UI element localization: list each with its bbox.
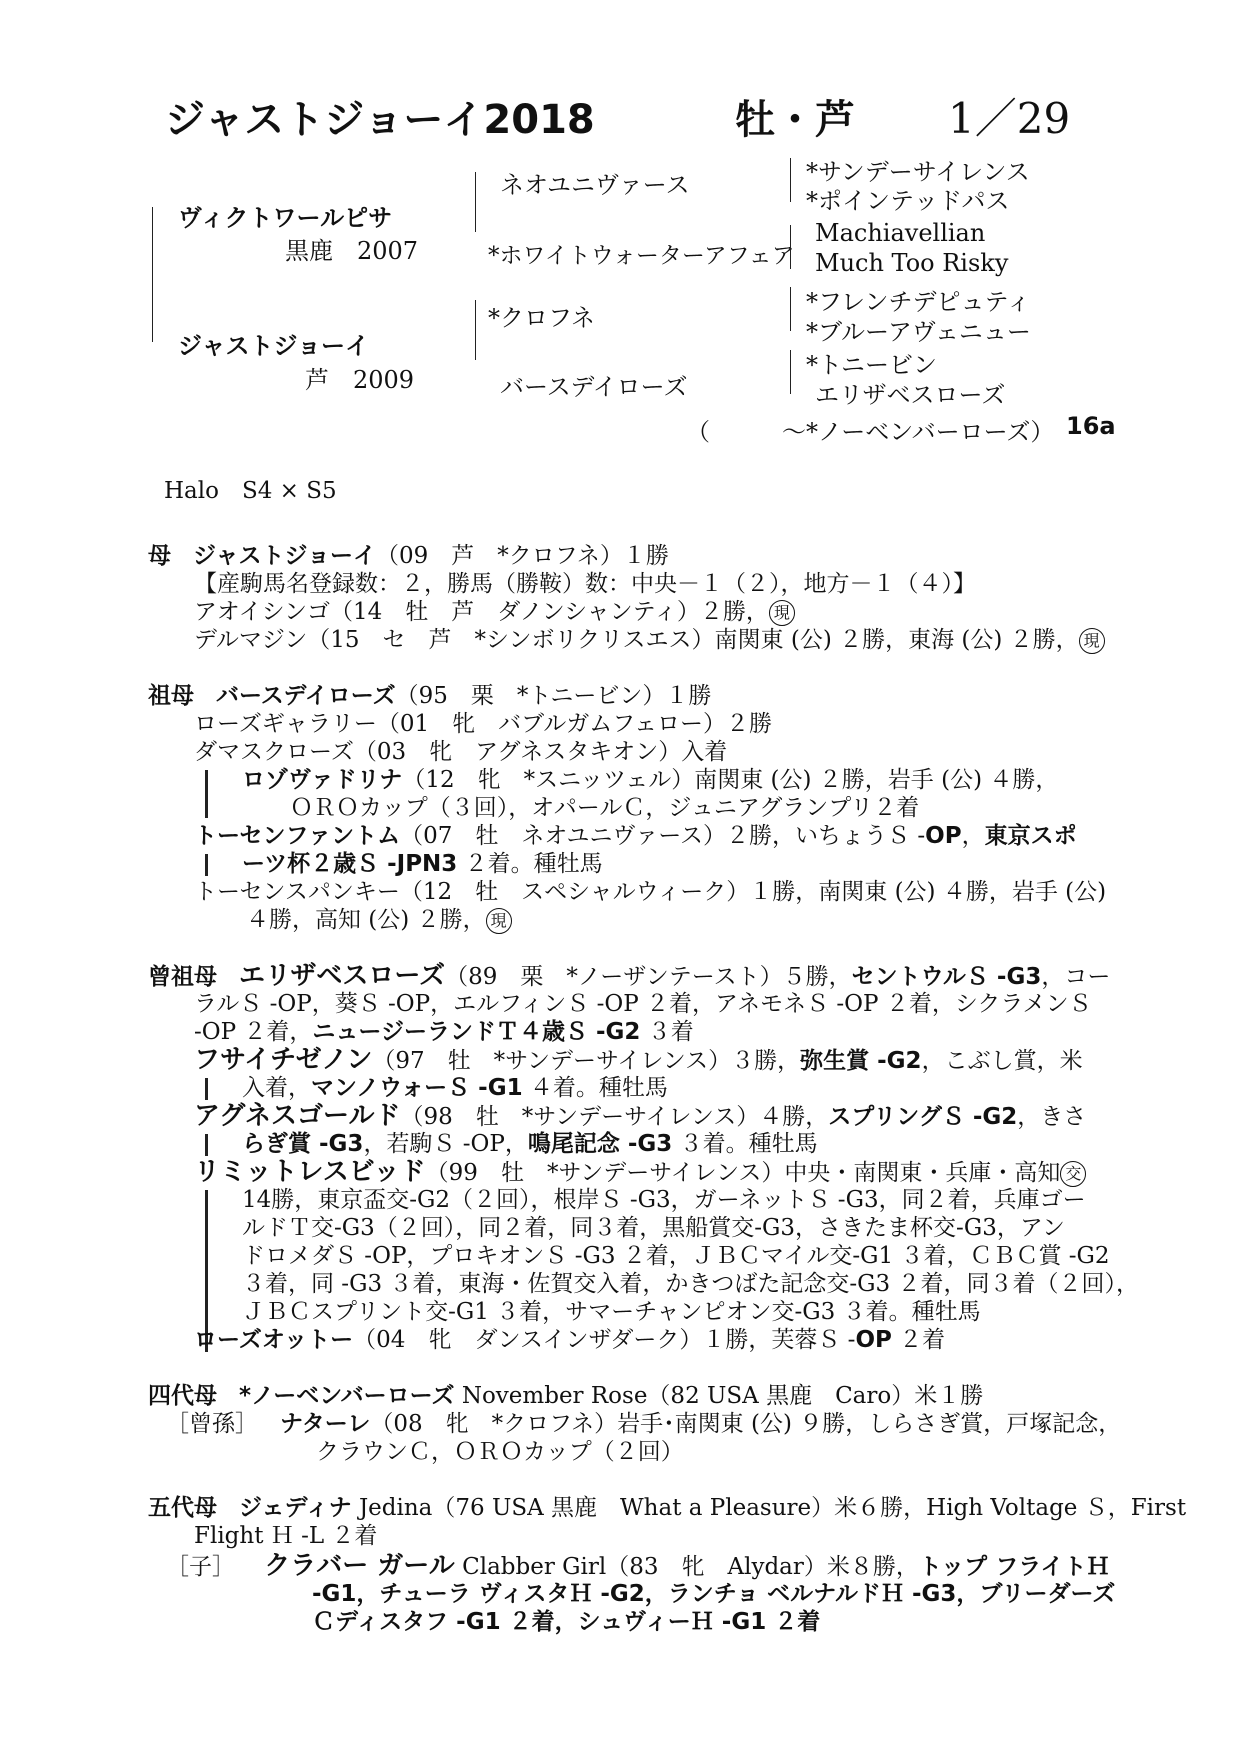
gen3-3: Machiavellian xyxy=(815,219,986,247)
child-4-info: （04 牝 ダンスインザダーク）１勝，芙蓉Ｓ - xyxy=(353,1327,856,1353)
g4-header xyxy=(148,1382,983,1410)
child-3-l4: ドロメダＳ -OP，プロキオンＳ -G3 ２着，ＪＢＣマイル交-G1 ３着，ＣＢＣ賞 -G2 xyxy=(242,1243,1110,1269)
child-3-l3: ルドＴ交-G3（２回），同２着，同３着，黒船賞交-G3，さきたま杯交-G3，アン xyxy=(242,1215,1065,1241)
ggdam-name: エリザベスローズ xyxy=(238,961,446,991)
child-2-cont-tail: ３着。種牡馬 xyxy=(672,1131,818,1157)
g5-header xyxy=(148,1494,1186,1522)
ggdam-info: （89 栗 *ノーザンテースト）５勝， xyxy=(445,964,852,990)
child-3-info: （99 牡 *サンデーサイレンス）中央・南関東・兵庫・高知 xyxy=(425,1160,1061,1186)
g5-name: ジェディナ xyxy=(238,1495,352,1521)
ggdam-header xyxy=(148,962,1110,991)
ggdam-l2: ラルＳ -OP，葵Ｓ -OP，エルフィンＳ -OP ２着，アネモネＳ -OP ２着，シクラメンＳ xyxy=(194,991,1092,1017)
child-3-name: リミットレスビッド xyxy=(194,1157,426,1187)
granddam-produce-2: ダマスクローズ（03 牝 アグネスタキオン）入着 xyxy=(194,739,728,765)
produce-3-cont-race: ーツ杯２歳Ｓ -JPN3 xyxy=(242,851,458,877)
ggdam-child-4 xyxy=(194,1326,945,1354)
dam-produce-summary: 【産駒馬名登録数：２，勝馬（勝鞍）数：中央－１（２），地方－１（４）】 xyxy=(194,571,976,597)
gen3-1: *サンデーサイレンス xyxy=(806,158,1030,186)
ggdam-child-2 xyxy=(194,1102,1086,1131)
produce-4-cont-text: ４勝，高知 (公) ２勝， xyxy=(246,907,486,933)
ggdam-l3-tail: ３着 xyxy=(640,1019,694,1045)
gen3-4: Much Too Risky xyxy=(815,249,1009,277)
child-2-cont xyxy=(242,1130,818,1158)
granddam-name: バースデイローズ xyxy=(215,683,396,709)
g5-info: Jedina（76 USA 黒鹿 What a Pleasure）米６勝，High Voltage Ｓ，First xyxy=(358,1495,1187,1521)
pedigree-bracket-3b xyxy=(790,225,791,269)
grandchild-cont: ＯＲＯカップ（３回），オパールＣ，ジュニアグランプリ２着 xyxy=(290,795,920,821)
child-2-tail: ，きさ xyxy=(1017,1104,1087,1130)
g5-sub-name: クラバー ガール xyxy=(264,1551,455,1581)
child-4-name: ローズオットー xyxy=(194,1327,354,1353)
child-1-info: （97 牡 *サンデーサイレンス）３勝， xyxy=(372,1048,801,1074)
current-mark-2: 現 xyxy=(1079,628,1105,654)
dam-label: 母 xyxy=(148,543,171,569)
granddam-produce-1: ローズギャラリー（01 牝 バブルガムフェロー）２勝 xyxy=(194,711,773,737)
produce-bar xyxy=(205,1078,208,1100)
dam-produce-1 xyxy=(194,598,795,626)
dam-section-info: （09 芦 *クロフネ）１勝 xyxy=(376,543,669,569)
granddam-grandchild xyxy=(242,766,1058,794)
produce-bar xyxy=(205,854,208,876)
g5-sub xyxy=(166,1552,1110,1581)
current-mark-3: 現 xyxy=(486,908,512,934)
child-1-name: フサイチゼノン xyxy=(194,1045,373,1075)
g4-label: 四代母 xyxy=(148,1383,217,1409)
dam-section-header xyxy=(148,542,669,570)
produce-3-name: トーセンファントム xyxy=(194,823,401,849)
dam-info: 芦 2009 xyxy=(305,366,415,394)
ggdam-l3 xyxy=(194,1018,694,1046)
exchange-mark: 交 xyxy=(1060,1161,1086,1187)
ggdam-info-race: セントウルＳ -G3 xyxy=(851,964,1042,990)
produce-3-race: 東京スポ xyxy=(984,823,1077,849)
child-2-race: スプリングＳ -G2 xyxy=(828,1104,1018,1130)
gen2-2: *ホワイトウォーターアフェア xyxy=(488,243,795,269)
gen3-8: エリザベスローズ xyxy=(815,381,1006,409)
child-3-l5: ３着，同 -G3 ３着，東海・佐賀交入着，かきつばた記念交-G3 ２着，同３着（２回）， xyxy=(242,1271,1139,1297)
pedigree-bracket-3a xyxy=(790,158,791,202)
gen2-4: バースデイローズ xyxy=(500,373,688,401)
family-line: （ ～*ノーベンバーローズ） xyxy=(686,418,1055,446)
dam-section-name: ジャストジョーイ xyxy=(192,543,377,569)
ggdam-child-1 xyxy=(194,1046,1083,1075)
granddam-label: 祖母 xyxy=(148,683,194,709)
grandchild-info: （12 牝 *スニッツェル）南関東 (公) ２勝，岩手 (公) ４勝， xyxy=(402,767,1059,793)
pedigree-bracket-2a xyxy=(475,172,476,232)
granddam-produce-4: トーセンスパンキー（12 牡 スペシャルウィーク）１勝，南関東 (公) ４勝，岩手 (公) xyxy=(194,879,1107,905)
dam-name: ジャストジョーイ xyxy=(178,332,370,360)
ggdam-l3-race: ニュージーランドＴ４歳Ｓ -G2 xyxy=(312,1019,641,1045)
sire-name: ヴィクトワールピサ xyxy=(178,204,393,232)
sex-color: 牡・芦 xyxy=(735,97,855,143)
g5-sub-l2: -G1，チューラ ヴィスタＨ -G2，ランチョ ベルナルドＨ -G3，ブリーダーズ xyxy=(312,1581,1116,1607)
family-number: 16a xyxy=(1066,412,1116,440)
child-1-cont-tail: ４着。種牡馬 xyxy=(522,1075,668,1101)
gen3-5: *フレンチデピュティ xyxy=(806,288,1031,316)
g5-sub-info: Clabber Girl（83 牝 Alydar）米８勝， xyxy=(462,1554,919,1580)
page-number: 1／29 xyxy=(948,94,1071,143)
granddam-header xyxy=(148,682,711,710)
grandchild-name: ロゾヴァドリナ xyxy=(242,767,403,793)
produce-3-sep: ， xyxy=(961,823,985,849)
child-1-cont-race: マンノウォーＳ -G1 xyxy=(311,1075,523,1101)
g5-sub-race: トップ フライトＨ xyxy=(918,1554,1110,1580)
g4-sub-label: ［曾孫］ xyxy=(166,1411,258,1437)
ggdam-label: 曾祖母 xyxy=(148,964,217,990)
produce-4-cont xyxy=(246,906,512,934)
gen3-6: *ブルーアヴェニュー xyxy=(806,318,1031,346)
child-4-tail: ２着 xyxy=(891,1327,946,1353)
gen3-2: *ポインテッドパス xyxy=(806,187,1010,215)
horse-name: ジャストジョーイ2018 xyxy=(165,97,595,143)
pedigree-bracket-3c xyxy=(790,287,791,331)
g4-sub-cont: クラウンＣ，ＯＲＯカップ（２回） xyxy=(316,1439,684,1465)
pedigree-bracket-3d xyxy=(790,350,791,394)
ggdam-child-3 xyxy=(194,1158,1086,1187)
child-1-cont xyxy=(242,1074,668,1102)
produce-bar xyxy=(205,1134,208,1156)
child-3-l2: 14勝，東京盃交-G2（２回），根岸Ｓ -G3，ガーネットＳ -G3，同２着，兵庫ゴー xyxy=(242,1187,1086,1213)
child-4-op: OP xyxy=(855,1327,892,1353)
g5-cont: Flight Ｈ -L ２着 xyxy=(194,1523,378,1549)
gen2-1: ネオユニヴァース xyxy=(500,171,690,199)
g4-sub-info: （08 牝 *クロフネ）岩手･南関東 (公) ９勝，しらさぎ賞，戸塚記念， xyxy=(370,1411,1122,1437)
child-2-cont-a: ，若駒Ｓ -OP， xyxy=(363,1131,528,1157)
produce-3-cont xyxy=(242,850,603,878)
gen3-7: *トニービン xyxy=(806,351,938,379)
sire-info: 黒鹿 2007 xyxy=(285,237,419,265)
dam-produce-2-text: デルマジン（15 セ 芦 *シンボリクリスエス）南関東 (公) ２勝，東海 (公) ２勝， xyxy=(194,627,1079,653)
inbreeding: Halo S4 × S5 xyxy=(164,478,337,504)
produce-3-op: OP xyxy=(925,823,962,849)
ggdam-info-tail: ，コー xyxy=(1041,964,1111,990)
produce-3-info: （07 牡 ネオユニヴァース）２勝，いちょうＳ - xyxy=(400,823,926,849)
pedigree-bracket-1 xyxy=(152,207,153,342)
g4-info: November Rose（82 USA 黒鹿 Caro）米１勝 xyxy=(461,1383,984,1409)
child-2-name: アグネスゴールド xyxy=(194,1101,401,1131)
child-1-cont-a: 入着， xyxy=(242,1075,311,1101)
child-2-cont-race: らぎ賞 -G3 xyxy=(242,1131,364,1157)
g5-label: 五代母 xyxy=(148,1495,217,1521)
g4-sub xyxy=(166,1410,1121,1438)
child-1-tail: ，こぶし賞，米 xyxy=(921,1048,1083,1074)
produce-3-cont-text: ２着。種牡馬 xyxy=(457,851,603,877)
child-1-race: 弥生賞 -G2 xyxy=(800,1048,922,1074)
granddam-info: （95 栗 *トニービン）１勝 xyxy=(395,683,712,709)
g5-sub-l3: Ｃディスタフ -G1 ２着，シュヴィーＨ -G1 ２着 xyxy=(312,1609,821,1635)
produce-bar xyxy=(205,770,208,818)
g4-name: *ノーベンバーローズ xyxy=(238,1383,455,1409)
child-2-info: （98 牡 *サンデーサイレンス）４勝， xyxy=(400,1104,829,1130)
granddam-produce-3 xyxy=(194,822,1077,850)
dam-produce-2 xyxy=(194,626,1105,654)
dam-produce-1-text: アオイシンゴ（14 牡 芦 ダノンシャンティ）２勝， xyxy=(194,599,769,625)
gen2-3: *クロフネ xyxy=(488,304,596,332)
current-mark-1: 現 xyxy=(769,600,795,626)
g4-sub-name: ナターレ xyxy=(279,1411,371,1437)
ggdam-l3-a: -OP ２着， xyxy=(194,1019,313,1045)
child-3-l6: ＪＢＣスプリント交-G1 ３着，サマーチャンピオン交-G3 ３着。種牡馬 xyxy=(242,1299,981,1325)
child-2-cont-race2: 鳴尾記念 -G3 xyxy=(527,1131,673,1157)
pedigree-bracket-2b xyxy=(475,300,476,360)
g5-sub-label: ［子］ xyxy=(166,1554,235,1580)
